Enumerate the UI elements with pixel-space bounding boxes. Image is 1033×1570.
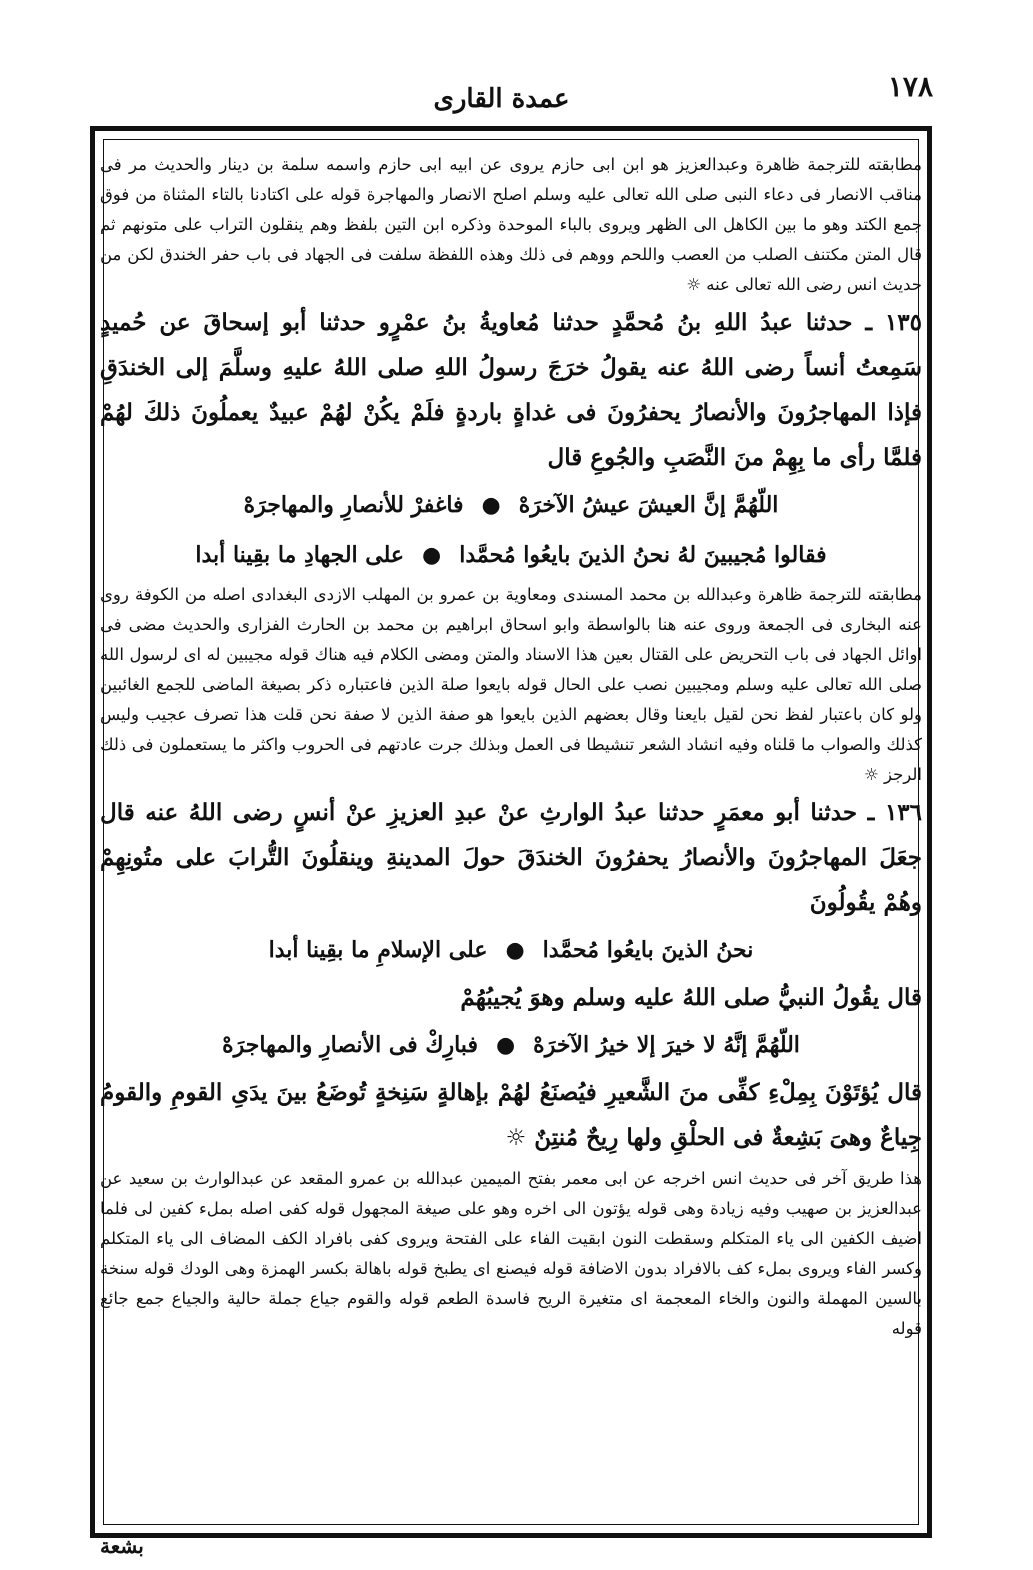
commentary-block: مطابقته للترجمة ظاهرة وعبدالله بن محمد المسندى ومعاوية بن عمرو بن المهلب الازدى البغدادى اصله من الكوفة روى عنه البخارى فى الجمعة وروى عنه هنا بالواسطة وابو اسحاق ابراهيم بن محمد بن الحارث الفزارى والحديث مضى فى اوائل الجهاد فى باب التحريض على القتال بعين هذا الاسناد والمتن ومضى الكلام فيه هناك قوله مجيبين له اى لرسول الله صلى الله تعالى عليه وسلم ومجيبين نصب على الحال قوله بايعوا صلة الذين فاعتباره ذكر بصيغة الماضى للجمع الغائبين ولو كان باعتبار لفظ نحن لقيل بايعنا وقال بعضهم الذين بايعوا هو صفة الذين لا صفة نحن قلت هذا تصرف عجيب وليس كذلك والصواب ما قلناه وفيه انشاد الشعر تنشيطا فى العمل وبذلك جرت عادتهم فى الحروب واكثر ما يستعملون فى ذلك الرجز ☼ [100, 585, 922, 784]
verse-hemistich: فبارِكْ فى الأنصارِ والمهاجرَهْ [222, 1032, 478, 1058]
verse-hemistich: فقالوا مُجيبينَ لهُ نحنُ الذينَ بايعُوا مُحمَّدا [459, 542, 827, 568]
commentary-block: هذا طريق آخر فى حديث انس اخرجه عن ابى معمر بفتح الميمين عبدالله بن عمرو المقعد عن عبدالوارث بن سعيد عن عبدالعزيز بن صهيب وفيه زيادة وهى قوله يؤتون الى اخره وهو على صيغة المجهول قوله كفى اصله بملء كفين لى فلما اضيف الكفين الى ياء المتكلم وسقطت النون ابقيت الفاء على الفتحة ويروى كفى بافراد الكف المضاف الى ياء المتكلم وكسر الفاء ويروى بملء كف بالافراد بدون الاضافة قوله فيصنع اى يطبخ قوله باهالة بكسر الهمزة وهى الودك قوله سنخة بالسين المهملة والنون والخاء المعجمة اى متغيرة الريح فاسدة الطعم قوله والقوم جياع جملة حالية والجياع جمع جائع قوله [100, 1169, 922, 1338]
hadith-continuation: قال يقُولُ النبيُّ صلى اللهُ عليه وسلم وهوَ يُجيبُهُمْ [460, 984, 922, 1011]
verse-line [100, 1020, 922, 1070]
running-title: عمدة القارى [433, 84, 570, 114]
verse-hemistich: اللّهُمَّ إنَّهُ لا خيرَ إلا خيرُ الآخرَهْ [533, 1032, 800, 1058]
verse-hemistich: على الجهادِ ما بقِينا أبدا [195, 542, 405, 568]
main-text [100, 150, 922, 1344]
verse-separator-icon: ● [422, 542, 442, 568]
verse-separator-icon: ● [505, 937, 525, 963]
page-header [70, 70, 933, 130]
verse-separator-icon: ● [495, 1032, 516, 1058]
verse-hemistich: فاغفرْ للأنصارِ والمهاجرَهْ [243, 492, 464, 518]
hadith-135: ١٣٥ ـ حدثنا عبدُ اللهِ بنُ مُحمَّدٍ حدثنا مُعاويةُ بنُ عمْرٍو حدثنا أبو إسحاقَ عن حُميدٍ سَمِعتُ أنساً رضى اللهُ عنه يقولُ خرَجَ رسولُ اللهِ صلى اللهُ عليهِ وسلَّمَ إلى الخندَقِ فإذا المهاجرُونَ والأنصارُ يحفرُونَ فى غداةٍ باردةٍ فلَمْ يكُنْ لهُمْ عبيدٌ يعملُونَ ذلكَ لهُمْ فلمَّا رأى ما بِهِمْ منَ النَّصَبِ والجُوعِ قال [100, 309, 922, 471]
verse-line [100, 530, 922, 580]
hadith-136: ١٣٦ ـ حدثنا أبو معمَرٍ حدثنا عبدُ الوارثِ عنْ عبدِ العزيزِ عنْ أنسٍ رضى اللهُ عنه قال جعَلَ المهاجرُونَ والأنصارُ يحفرُونَ الخندَقَ حولَ المدينةِ وينقلُونَ التُّرابَ على متُونِهِمْ وهُمْ يقُولُونَ [100, 799, 922, 916]
verse-line [100, 480, 922, 530]
catchword: بشعة [100, 1534, 144, 1558]
verse-hemistich: اللّهُمَّ إنَّ العيشَ عيشُ الآخرَهْ [518, 492, 779, 518]
verse-hemistich: على الإسلامِ ما بقِينا أبدا [268, 937, 488, 963]
verse-line [100, 925, 922, 975]
commentary-block: مطابقته للترجمة ظاهرة وعبدالعزيز هو ابن ابى حازم يروى عن ابيه ابى حازم واسمه سلمة بن دينار والحديث مر فى مناقب الانصار فى دعاء النبى صلى الله تعالى عليه وسلم اصلح الانصار والمهاجرة قوله على اكتادنا بالتاء المثناة من فوق جمع الكتد وهو ما بين الكاهل الى الظهر ويروى بالباء الموحدة وذكره ابن التين بلفظ وهم ينقلون التراب على متونهم ثم قال المتن مكتنف الصلب من العصب واللحم ووهم فى ذلك وهذه اللفظة سلفت فى الجهاد فى باب حفر الخندق لكن من حديث انس رضى الله تعالى عنه ☼ [100, 155, 922, 294]
hadith-continuation: قال يُؤتَوْنَ بِمِلْءِ كفِّى منَ الشَّعيرِ فيُصنَعُ لهُمْ بإهالةٍ سَنِخةٍ تُوضَعُ بينَ يدَىِ القومِ والقومُ جِياعٌ وهىَ بَشِعةٌ فى الحلْقِ ولها رِيحٌ مُنتِنٌ ☼ [100, 1079, 922, 1151]
verse-hemistich: نحنُ الذينَ بايعُوا مُحمَّدا [542, 937, 754, 963]
verse-separator-icon: ● [481, 492, 501, 518]
page-number: ۱۷۸ [887, 70, 933, 103]
